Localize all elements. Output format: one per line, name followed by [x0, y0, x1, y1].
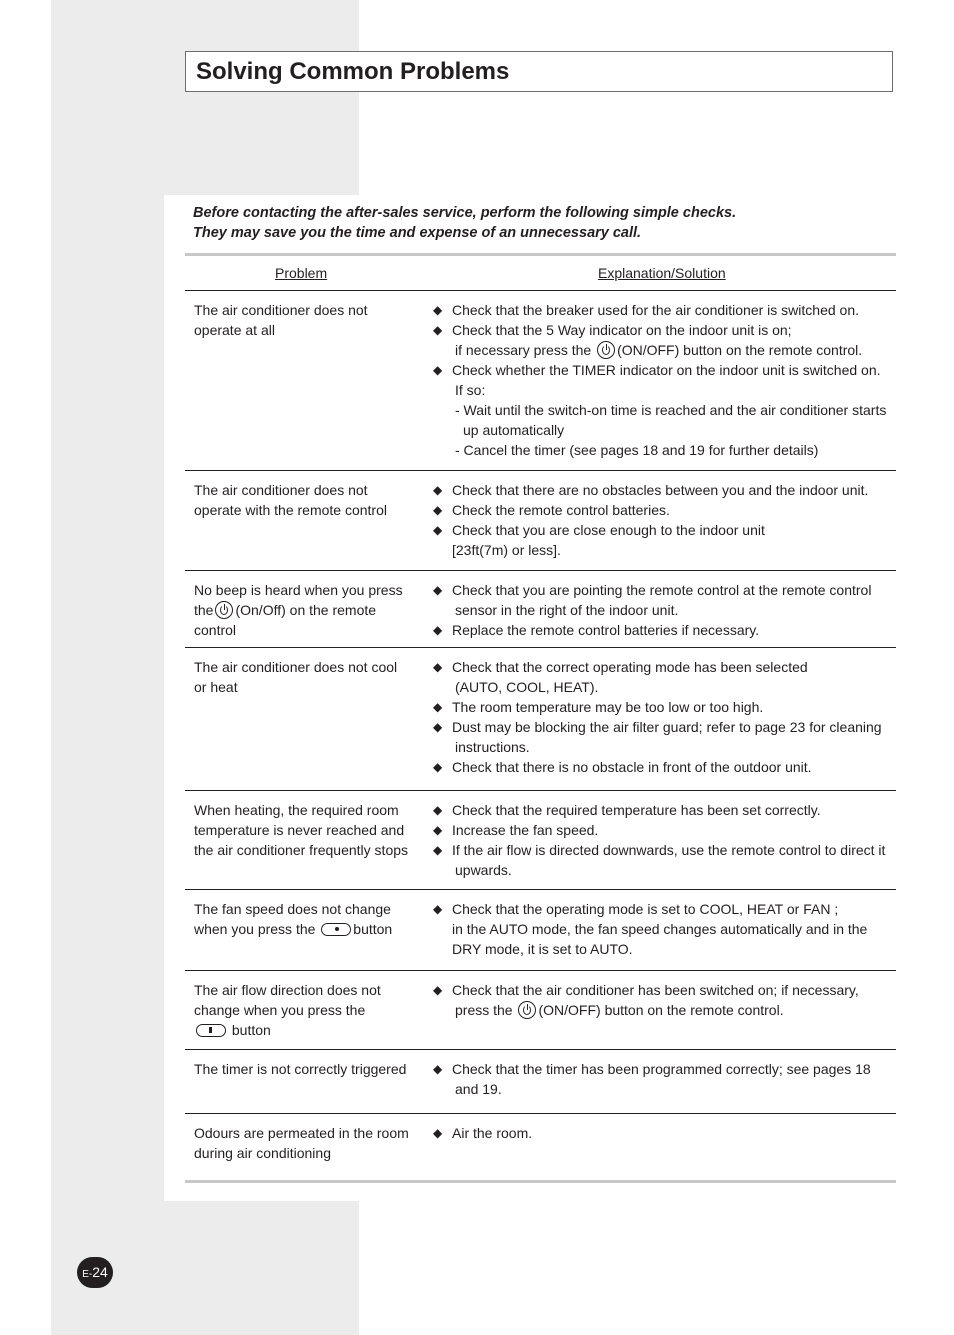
- title-box: [185, 51, 893, 92]
- problem-text: The air flow direction does not: [194, 982, 381, 998]
- problem-text: the air conditioner frequently stops: [194, 842, 409, 858]
- page-number-badge: [77, 1257, 113, 1288]
- on-off-button-icon: [518, 1001, 536, 1019]
- bullet-item: ◆ Dust may be blocking the air filter guard; refer to page 23 for cleaning: [433, 717, 898, 737]
- bullet-continuation: [433, 340, 898, 360]
- table-row: [185, 648, 896, 791]
- solution-cell: [433, 300, 898, 460]
- table-row: [185, 1050, 896, 1114]
- bullet-continuation: instructions.: [455, 739, 530, 755]
- bullet-item: ◆ Check that the breaker used for the air conditioner is switched on.: [433, 300, 898, 320]
- bullet-item: ◆ Check that the required temperature has been set correctly.: [433, 800, 898, 820]
- bullet-item: ◆ Check that the timer has been programmed correctly; see pages 18: [433, 1059, 898, 1079]
- problem-text: during air conditioning: [194, 1145, 331, 1161]
- air-swing-button-icon: [196, 1024, 226, 1037]
- problem-text: (On/Off) on the remote: [235, 602, 377, 618]
- header-explanation: Explanation/Solution: [598, 265, 726, 281]
- table-row: [185, 471, 896, 571]
- intro-line-2: They may save you the time and expense of an unnecessary call.: [193, 225, 642, 241]
- bullet-item: ◆ Increase the fan speed.: [433, 820, 898, 840]
- fan-speed-button-icon: [321, 923, 351, 936]
- bullet-item: ◆ Check that there are no obstacles between you and the indoor unit.: [433, 480, 898, 500]
- problem-cell: [194, 657, 419, 697]
- header-problem: Problem: [275, 265, 328, 281]
- problem-text: No beep is heard when you press: [194, 582, 403, 598]
- bullet-item: ◆ Air the room.: [433, 1123, 898, 1143]
- problem-cell: [194, 300, 419, 340]
- bullet-continuation: and 19.: [455, 1081, 502, 1097]
- sub-item: - Wait until the switch-on time is reached and the air conditioner starts: [455, 402, 887, 418]
- intro-line-1: Before contacting the after-sales service, perform the following simple checks.: [193, 205, 737, 221]
- bullet-item: ◆ If the air flow is directed downwards, use the remote control to direct it: [433, 840, 898, 860]
- problem-text: when you press the: [194, 921, 316, 937]
- bullet-continuation: DRY mode, it is set to AUTO.: [452, 941, 633, 957]
- solution-cell: [433, 657, 898, 777]
- troubleshooting-table: [185, 253, 896, 1186]
- on-off-button-icon: [597, 341, 615, 359]
- problem-cell: [194, 1123, 419, 1163]
- problem-text: temperature is never reached and: [194, 822, 405, 838]
- table-row: [185, 971, 896, 1050]
- solution-text: if necessary press the: [455, 342, 592, 358]
- bullet-item: ◆ Check whether the TIMER indicator on the indoor unit is switched on.: [433, 360, 898, 380]
- problem-text: Odours are permeated in the room: [194, 1125, 409, 1141]
- bullet-continuation: sensor in the right of the indoor unit.: [455, 602, 679, 618]
- bullet-continuation: [23ft(7m) or less].: [452, 542, 561, 558]
- problem-cell: [194, 899, 419, 939]
- page-number: 24: [92, 1264, 108, 1280]
- problem-text: The air conditioner does not cool: [194, 659, 398, 675]
- problem-text: button: [353, 921, 393, 937]
- on-off-button-icon: [215, 601, 233, 619]
- solution-text: (ON/OFF) button on the remote control.: [538, 1002, 784, 1018]
- solution-cell: [433, 1123, 898, 1143]
- bullet-item: ◆ Check that you are close enough to the indoor unit: [433, 520, 898, 540]
- table-row: [185, 571, 896, 648]
- problem-cell: [194, 1059, 419, 1079]
- bullet-continuation: upwards.: [455, 862, 512, 878]
- solution-cell: [433, 580, 898, 640]
- problem-text: The timer is not correctly triggered: [194, 1061, 407, 1077]
- table-row: [185, 1114, 896, 1186]
- problem-text: control: [194, 622, 237, 638]
- problem-cell: [194, 480, 419, 520]
- bullet-item: ◆ Check that the 5 Way indicator on the indoor unit is on;: [433, 320, 898, 340]
- bullet-item: ◆ Check that the correct operating mode has been selected: [433, 657, 898, 677]
- bullet-item: ◆ Check that the air conditioner has been switched on; if necessary,: [433, 980, 898, 1000]
- solution-cell: [433, 480, 898, 560]
- table-bottom-rule: [185, 1180, 896, 1183]
- bullet-item: ◆ The room temperature may be too low or too high.: [433, 697, 898, 717]
- problem-text: The fan speed does not change: [194, 901, 391, 917]
- sub-item: - Cancel the timer (see pages 18 and 19 for further details): [455, 442, 819, 458]
- solution-cell: [433, 800, 898, 880]
- bullet-item: ◆ Replace the remote control batteries if necessary.: [433, 620, 898, 640]
- solution-text: press the: [455, 1002, 513, 1018]
- problem-text-with-icon: [194, 919, 419, 939]
- problem-text: The air conditioner does not: [194, 302, 368, 318]
- problem-cell: [194, 980, 419, 1040]
- problem-text: operate with the remote control: [194, 502, 387, 518]
- table-header: [185, 256, 896, 291]
- bullet-item: ◆ Check that there is no obstacle in front of the outdoor unit.: [433, 757, 898, 777]
- table-row: [185, 791, 896, 890]
- table-row: [185, 291, 896, 471]
- bullet-continuation: [433, 1000, 898, 1020]
- solution-cell: [433, 1059, 898, 1099]
- problem-text: button: [231, 1022, 271, 1038]
- problem-text: operate at all: [194, 322, 275, 338]
- bullet-continuation: in the AUTO mode, the fan speed changes automatically and in the: [452, 921, 868, 937]
- problem-text: the: [194, 602, 214, 618]
- problem-text-with-icon: [194, 1020, 419, 1040]
- intro-text: [193, 203, 893, 243]
- sub-item-continuation: up automatically: [463, 422, 565, 438]
- bullet-item: ◆ Check that the operating mode is set to COOL, HEAT or FAN ;: [433, 899, 898, 919]
- bullet-continuation: (AUTO, COOL, HEAT).: [455, 679, 599, 695]
- problem-text: When heating, the required room: [194, 802, 399, 818]
- problem-text: or heat: [194, 679, 238, 695]
- problem-cell: [194, 580, 419, 640]
- page-title: Solving Common Problems: [196, 58, 510, 85]
- problem-text: change when you press the: [194, 1002, 366, 1018]
- problem-text: The air conditioner does not: [194, 482, 368, 498]
- bullet-item: ◆ Check that you are pointing the remote control at the remote control: [433, 580, 898, 600]
- bullet-continuation: If so:: [455, 382, 486, 398]
- table-row: [185, 890, 896, 971]
- problem-text-with-icon: [194, 600, 419, 620]
- solution-cell: [433, 980, 898, 1020]
- solution-cell: [433, 899, 898, 959]
- problem-cell: [194, 800, 419, 860]
- page-prefix: E-: [82, 1269, 93, 1280]
- bullet-item: ◆ Check the remote control batteries.: [433, 500, 898, 520]
- solution-text: (ON/OFF) button on the remote control.: [617, 342, 863, 358]
